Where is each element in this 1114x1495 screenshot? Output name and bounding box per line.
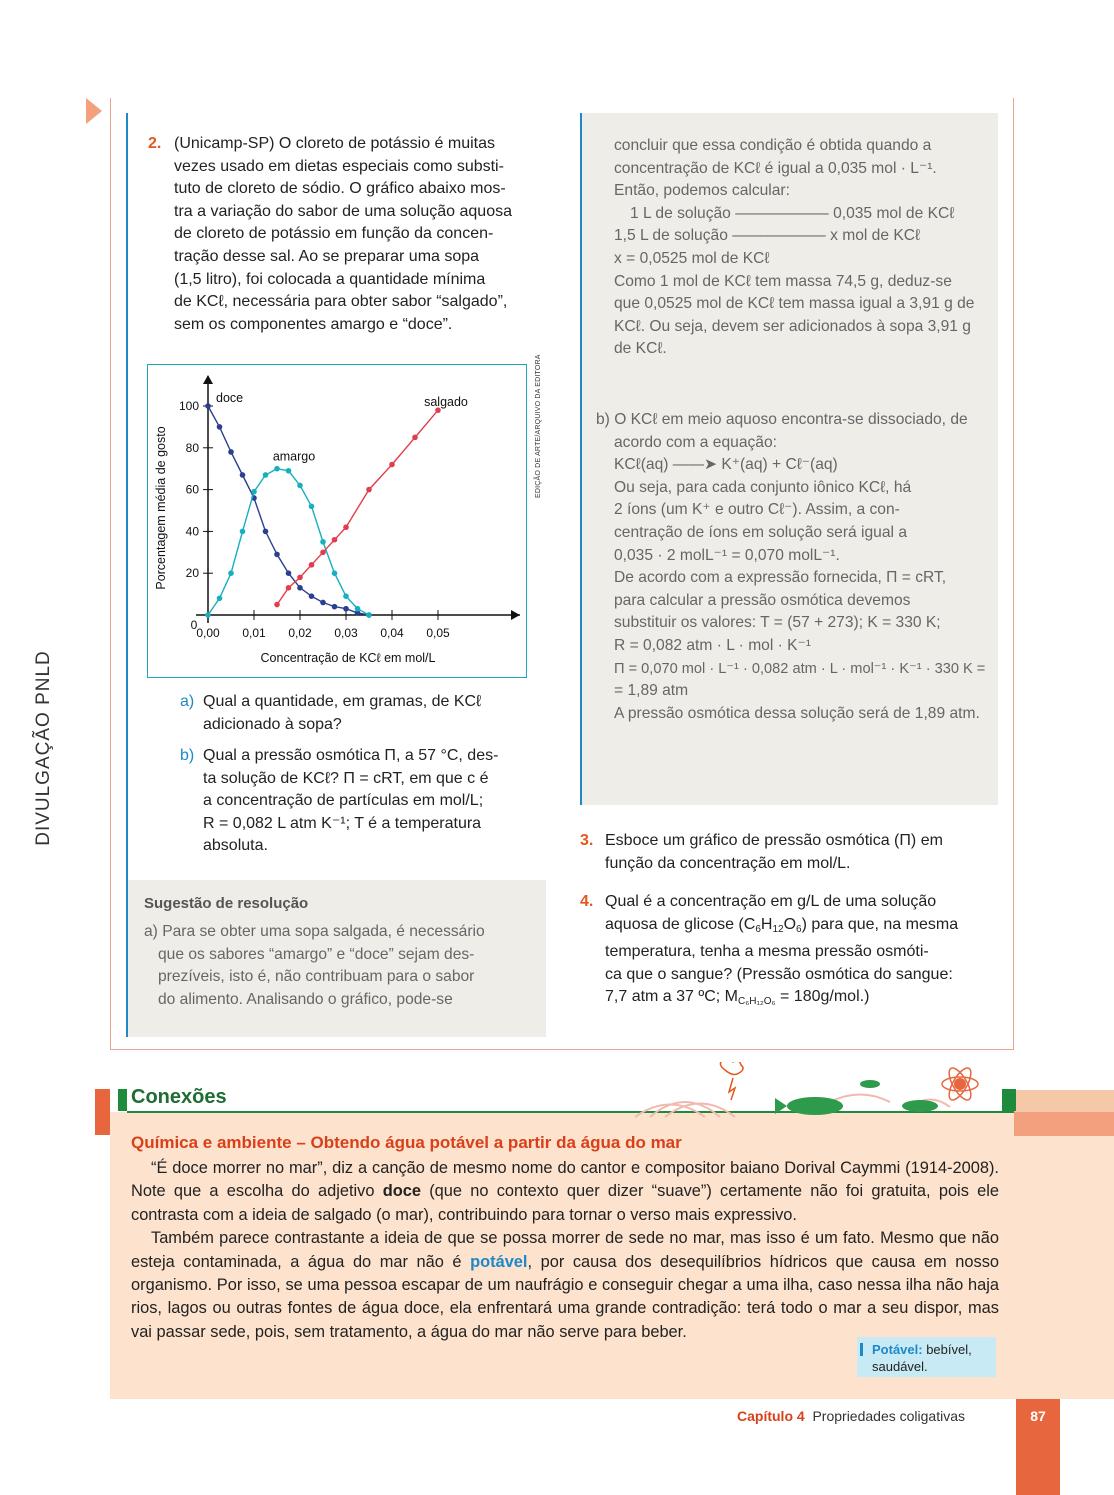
- resolution-line: prezíveis, isto é, não contribuam para o sabor: [158, 968, 475, 986]
- data-point-doce: [286, 570, 292, 576]
- resolution-line: = 1,89 atm: [614, 682, 689, 700]
- x-tick-label: 0,04: [380, 626, 404, 640]
- data-point-doce: [205, 403, 211, 409]
- subscript: 6: [755, 923, 761, 935]
- series-label-amargo: amargo: [272, 449, 316, 464]
- data-point-salgado: [286, 585, 292, 591]
- data-point-amargo: [320, 539, 326, 545]
- conexoes-text-run: , por causa dos desequilíbrios hídricos que causa em nosso organismo. Por isso, se uma pessoa escapar de um naufrágio e conseguir chegar a uma ilha, caso nessa ilha não haja rios, lagos ou outras fontes de água doce, ela enfrentará uma grande contradição: terá todo o mar a seu dispor, mas vai passar sede, pois, sem tratamento, a água do mar não serve para beber.: [131, 1252, 1000, 1341]
- conexoes-bold-term: doce: [382, 1182, 421, 1201]
- resolution-b: [596, 409, 988, 725]
- q2-line: (1,5 litro), foi colocada a quantidade mínima: [174, 270, 486, 288]
- x-tick-label: 0,01: [242, 626, 266, 640]
- q2-line: tuto de cloreto de sódio. O gráfico abaixo mos-: [174, 180, 506, 198]
- data-point-salgado: [389, 462, 395, 468]
- q4-text: 7,7 atm a 37 ºC; M: [605, 988, 739, 1006]
- resolution-line: acordo com a equação:: [614, 433, 777, 451]
- q2-line: de KCℓ, necessária para obter sabor “salgado”,: [174, 293, 508, 311]
- footer-chapter: [737, 1408, 965, 1424]
- q2-line: de cloreto de potássio em função da concen-: [174, 225, 494, 243]
- conexoes-paragraph-1: [131, 1157, 999, 1227]
- glossary-link[interactable]: potável: [470, 1252, 528, 1271]
- q2-line: sem os componentes amargo e “doce”.: [174, 315, 453, 333]
- data-point-amargo: [343, 593, 349, 599]
- data-point-amargo: [286, 468, 292, 474]
- q4-text: aquosa de glicose (C: [605, 915, 756, 933]
- data-point-salgado: [309, 562, 315, 568]
- resolution-line: Então, podemos calcular:: [614, 182, 790, 200]
- question-number: 4.: [580, 893, 594, 910]
- glossary-term: Potável:: [872, 1342, 923, 1357]
- taste-chart-svg: [148, 365, 525, 676]
- data-point-salgado: [343, 524, 349, 530]
- resolution-line: que os sabores “amargo” e “doce” sejam des-: [158, 945, 475, 963]
- resolution-line: 2 íons (um K⁺ e outro Cℓ⁻). Assim, a con-: [614, 501, 900, 519]
- footer-chapter-number: Capítulo 4: [737, 1408, 805, 1424]
- data-point-doce: [263, 529, 269, 535]
- resolution-line: b) O KCℓ em meio aquoso encontra-se dissociado, de: [596, 411, 968, 428]
- data-point-amargo: [355, 606, 361, 612]
- data-point-amargo: [366, 612, 372, 618]
- resolution-line: Como 1 mol de KCℓ tem massa 74,5 g, deduz-se: [614, 272, 952, 290]
- data-point-amargo: [240, 529, 246, 535]
- q2b-line: ta solução de KCℓ? Π = cRT, em que c é: [203, 769, 489, 787]
- q2b-line: Qual a pressão osmótica Π, a 57 °C, des-: [203, 747, 499, 764]
- question-4: [580, 891, 1000, 1014]
- resolution-title: Sugestão de resolução: [144, 895, 309, 912]
- data-point-doce: [274, 552, 280, 558]
- data-point-salgado: [412, 435, 418, 441]
- resolution-line: x = 0,0525 mol de KCℓ: [614, 249, 770, 267]
- data-point-amargo: [228, 570, 234, 576]
- chart-credit: EDIÇÃO DE ARTE/ARQUIVO DA EDITORA: [535, 354, 542, 498]
- conexoes-title: Conexões: [131, 1086, 227, 1108]
- conexoes-text-run: (que no contexto quer dizer “suave”) certamente não foi gratuita, pois ele contrasta com a ideia de salgado (o mar), contribuindo para tornar o verso mais expressivo.: [131, 1182, 999, 1224]
- resolution-line: 1 L de solução —————— 0,035 mol de KCℓ: [630, 204, 955, 222]
- data-point-doce: [217, 424, 223, 430]
- taste-chart: [147, 364, 527, 678]
- q2b-line: absoluta.: [203, 837, 268, 855]
- subscript: 12: [772, 923, 784, 935]
- resolution-line: Π = 0,070 mol · L⁻¹ · 0,082 atm · L · mol⁻¹ · K⁻¹ · 330 K =: [614, 660, 986, 677]
- series-line-doce: [208, 406, 369, 615]
- q3-line: Esboce um gráfico de pressão osmótica (Π) em: [605, 832, 943, 849]
- resolution-line: A pressão osmótica dessa solução será de 1,89 atm.: [614, 704, 980, 722]
- conexoes-green-bar: [118, 1089, 127, 1111]
- conexoes-text: [131, 1157, 999, 1344]
- resolution-line: KCℓ(aq) ——➤ K⁺(aq) + Cℓ⁻(aq): [614, 456, 838, 474]
- fish-illustration-icon: [630, 1062, 1010, 1122]
- question-number: 2.: [148, 135, 162, 152]
- x-tick-label: 0,03: [334, 626, 358, 640]
- q2-line: (Unicamp-SP) O cloreto de potássio é muitas: [174, 135, 496, 152]
- y-axis-label: Porcentagem média de gosto: [154, 426, 168, 590]
- conexoes-paragraph-2: [131, 1227, 999, 1344]
- resolution-line: De acordo com a expressão fornecida, Π = cRT,: [614, 569, 947, 587]
- resolution-line: 0,035 · 2 molL⁻¹ = 0,070 molL⁻¹.: [614, 546, 840, 564]
- q3-line: função da concentração em mol/L.: [605, 854, 851, 872]
- data-point-doce: [309, 593, 315, 599]
- page-number: 87: [1030, 1408, 1046, 1424]
- q2b-line: R = 0,082 L atm K⁻¹; T é a temperatura: [203, 814, 482, 832]
- resolution-line: concentração de KCℓ é igual a 0,035 mol · L⁻¹.: [614, 159, 937, 177]
- data-point-doce: [297, 585, 303, 591]
- x-axis-arrow-icon: [511, 610, 520, 620]
- data-point-salgado: [274, 602, 280, 608]
- q4-line: ca que o sangue? (Pressão osmótica do sangue:: [605, 965, 953, 983]
- data-point-amargo: [217, 595, 223, 601]
- question-2-text: [174, 133, 528, 336]
- glossary-bar: [860, 1343, 863, 1356]
- origin-label: 0: [190, 618, 198, 632]
- data-point-amargo: [332, 570, 338, 576]
- resolution-line: centração de íons em solução será igual a: [614, 523, 907, 541]
- y-tick-label: 20: [185, 566, 199, 581]
- y-tick-label: 80: [185, 440, 199, 455]
- data-point-salgado: [320, 550, 326, 556]
- subscript: C₆H₁₂O₆: [738, 996, 776, 1008]
- resolution-line: Ou seja, para cada conjunto iônico KCℓ, há: [614, 478, 912, 496]
- data-point-amargo: [297, 483, 303, 489]
- resolution-line: a) Para se obter uma sopa salgada, é necessário: [144, 923, 485, 940]
- question-2b: [180, 745, 528, 858]
- conexoes-stripe: [1014, 1112, 1114, 1136]
- glossary-definition: bebível, saudável.: [872, 1342, 972, 1374]
- data-point-salgado: [366, 487, 372, 493]
- side-label: DIVULGAÇÃO PNLD: [33, 650, 54, 846]
- q4-text: = 180g/mol.): [775, 988, 870, 1006]
- q4-text: H: [760, 915, 773, 933]
- question-number: 3.: [580, 832, 594, 849]
- data-point-salgado: [332, 537, 338, 543]
- data-point-amargo: [205, 612, 211, 618]
- series-label-doce: doce: [216, 391, 244, 405]
- q4-line: [605, 914, 1000, 942]
- q4-line: temperatura, tenha a mesma pressão osmóti-: [605, 943, 929, 961]
- series-line-amargo: [208, 469, 369, 615]
- conexoes-text-run: Também parece contrastante a ideia de que se possa morrer de sede no mar, mas isso é um fato. Mesmo que não esteja contaminada, a água do mar não é: [131, 1229, 999, 1271]
- y-tick-label: 100: [178, 399, 199, 413]
- resolution-line: R = 0,082 atm · L · mol · K⁻¹: [614, 636, 812, 654]
- y-tick-label: 60: [185, 482, 199, 497]
- conexoes-text-run: “É doce morrer no mar”, diz a canção de mesmo nome do cantor e compositor baiano Dorival Caymmi (1914-2008). Note que a escolha do adjetivo: [131, 1159, 999, 1201]
- q2a-line: Qual a quantidade, em gramas, de KCℓ: [203, 693, 482, 710]
- subscript: 6: [796, 923, 802, 935]
- y-tick-label: 40: [185, 524, 199, 539]
- data-point-amargo: [309, 504, 315, 510]
- data-point-doce: [240, 472, 246, 478]
- data-point-doce: [320, 600, 326, 606]
- data-point-amargo: [263, 472, 269, 478]
- resolution-line: que 0,0525 mol de KCℓ tem massa igual a 3,91 g de: [614, 295, 975, 313]
- data-point-amargo: [274, 466, 280, 472]
- q4-text: ) para que, na mesma: [801, 915, 959, 933]
- item-letter-b: b): [180, 747, 195, 764]
- resolution-line: para calcular a pressão osmótica devemos: [614, 591, 911, 609]
- question-3: [580, 830, 1000, 875]
- q2-line: vezes usado em dietas especiais como substi-: [174, 157, 504, 175]
- x-axis-label: Concentração de KCℓ em mol/L: [260, 651, 436, 665]
- data-point-amargo: [251, 489, 257, 495]
- x-tick-label: 0,00: [196, 626, 220, 640]
- q2-line: tra a variação do sabor de uma solução aquosa: [174, 202, 512, 220]
- page-marker-arrow: [86, 98, 102, 124]
- glossary-box: [857, 1337, 996, 1377]
- conexoes-stripe: [1014, 1090, 1114, 1112]
- resolution-a-right: [614, 135, 986, 361]
- conexoes-subtitle: Química e ambiente – Obtendo água potável a partir da água do mar: [131, 1133, 682, 1152]
- x-tick-label: 0,02: [288, 626, 312, 640]
- data-point-doce: [228, 449, 234, 455]
- series-label-salgado: salgado: [424, 395, 468, 410]
- q4-line: [605, 986, 1000, 1014]
- q2-line: tração desse sal. Ao se preparar uma sopa: [174, 247, 480, 265]
- y-axis-arrow-icon: [203, 375, 213, 384]
- data-point-salgado: [297, 575, 303, 581]
- question-2a: [180, 691, 528, 736]
- resolution-line: KCℓ. Ou seja, devem ser adicionados à sopa 3,91 g: [614, 317, 971, 335]
- conexoes-red-bar: [95, 1089, 110, 1135]
- item-letter-a: a): [180, 693, 195, 710]
- resolution-line: 1,5 L de solução —————— x mol de KCℓ: [614, 227, 921, 245]
- resolution-line: substituir os valores: T = (57 + 273); K = 330 K;: [614, 614, 941, 632]
- resolution-a-left: [144, 921, 530, 1011]
- data-point-doce: [343, 606, 349, 612]
- resolution-line: de KCℓ.: [614, 340, 667, 358]
- q4-text: O: [783, 915, 797, 933]
- resolution-line: concluir que essa condição é obtida quando a: [614, 137, 932, 154]
- resolution-line: do alimento. Analisando o gráfico, pode-se: [158, 990, 453, 1008]
- data-point-doce: [332, 604, 338, 610]
- q2b-line: a concentração de partículas em mol/L;: [203, 792, 484, 810]
- q4-line: Qual é a concentração em g/L de uma solução: [605, 893, 937, 910]
- x-tick-label: 0,05: [426, 626, 450, 640]
- q2a-line: adicionado à sopa?: [203, 715, 342, 733]
- footer-chapter-title: Propriedades coligativas: [812, 1408, 965, 1424]
